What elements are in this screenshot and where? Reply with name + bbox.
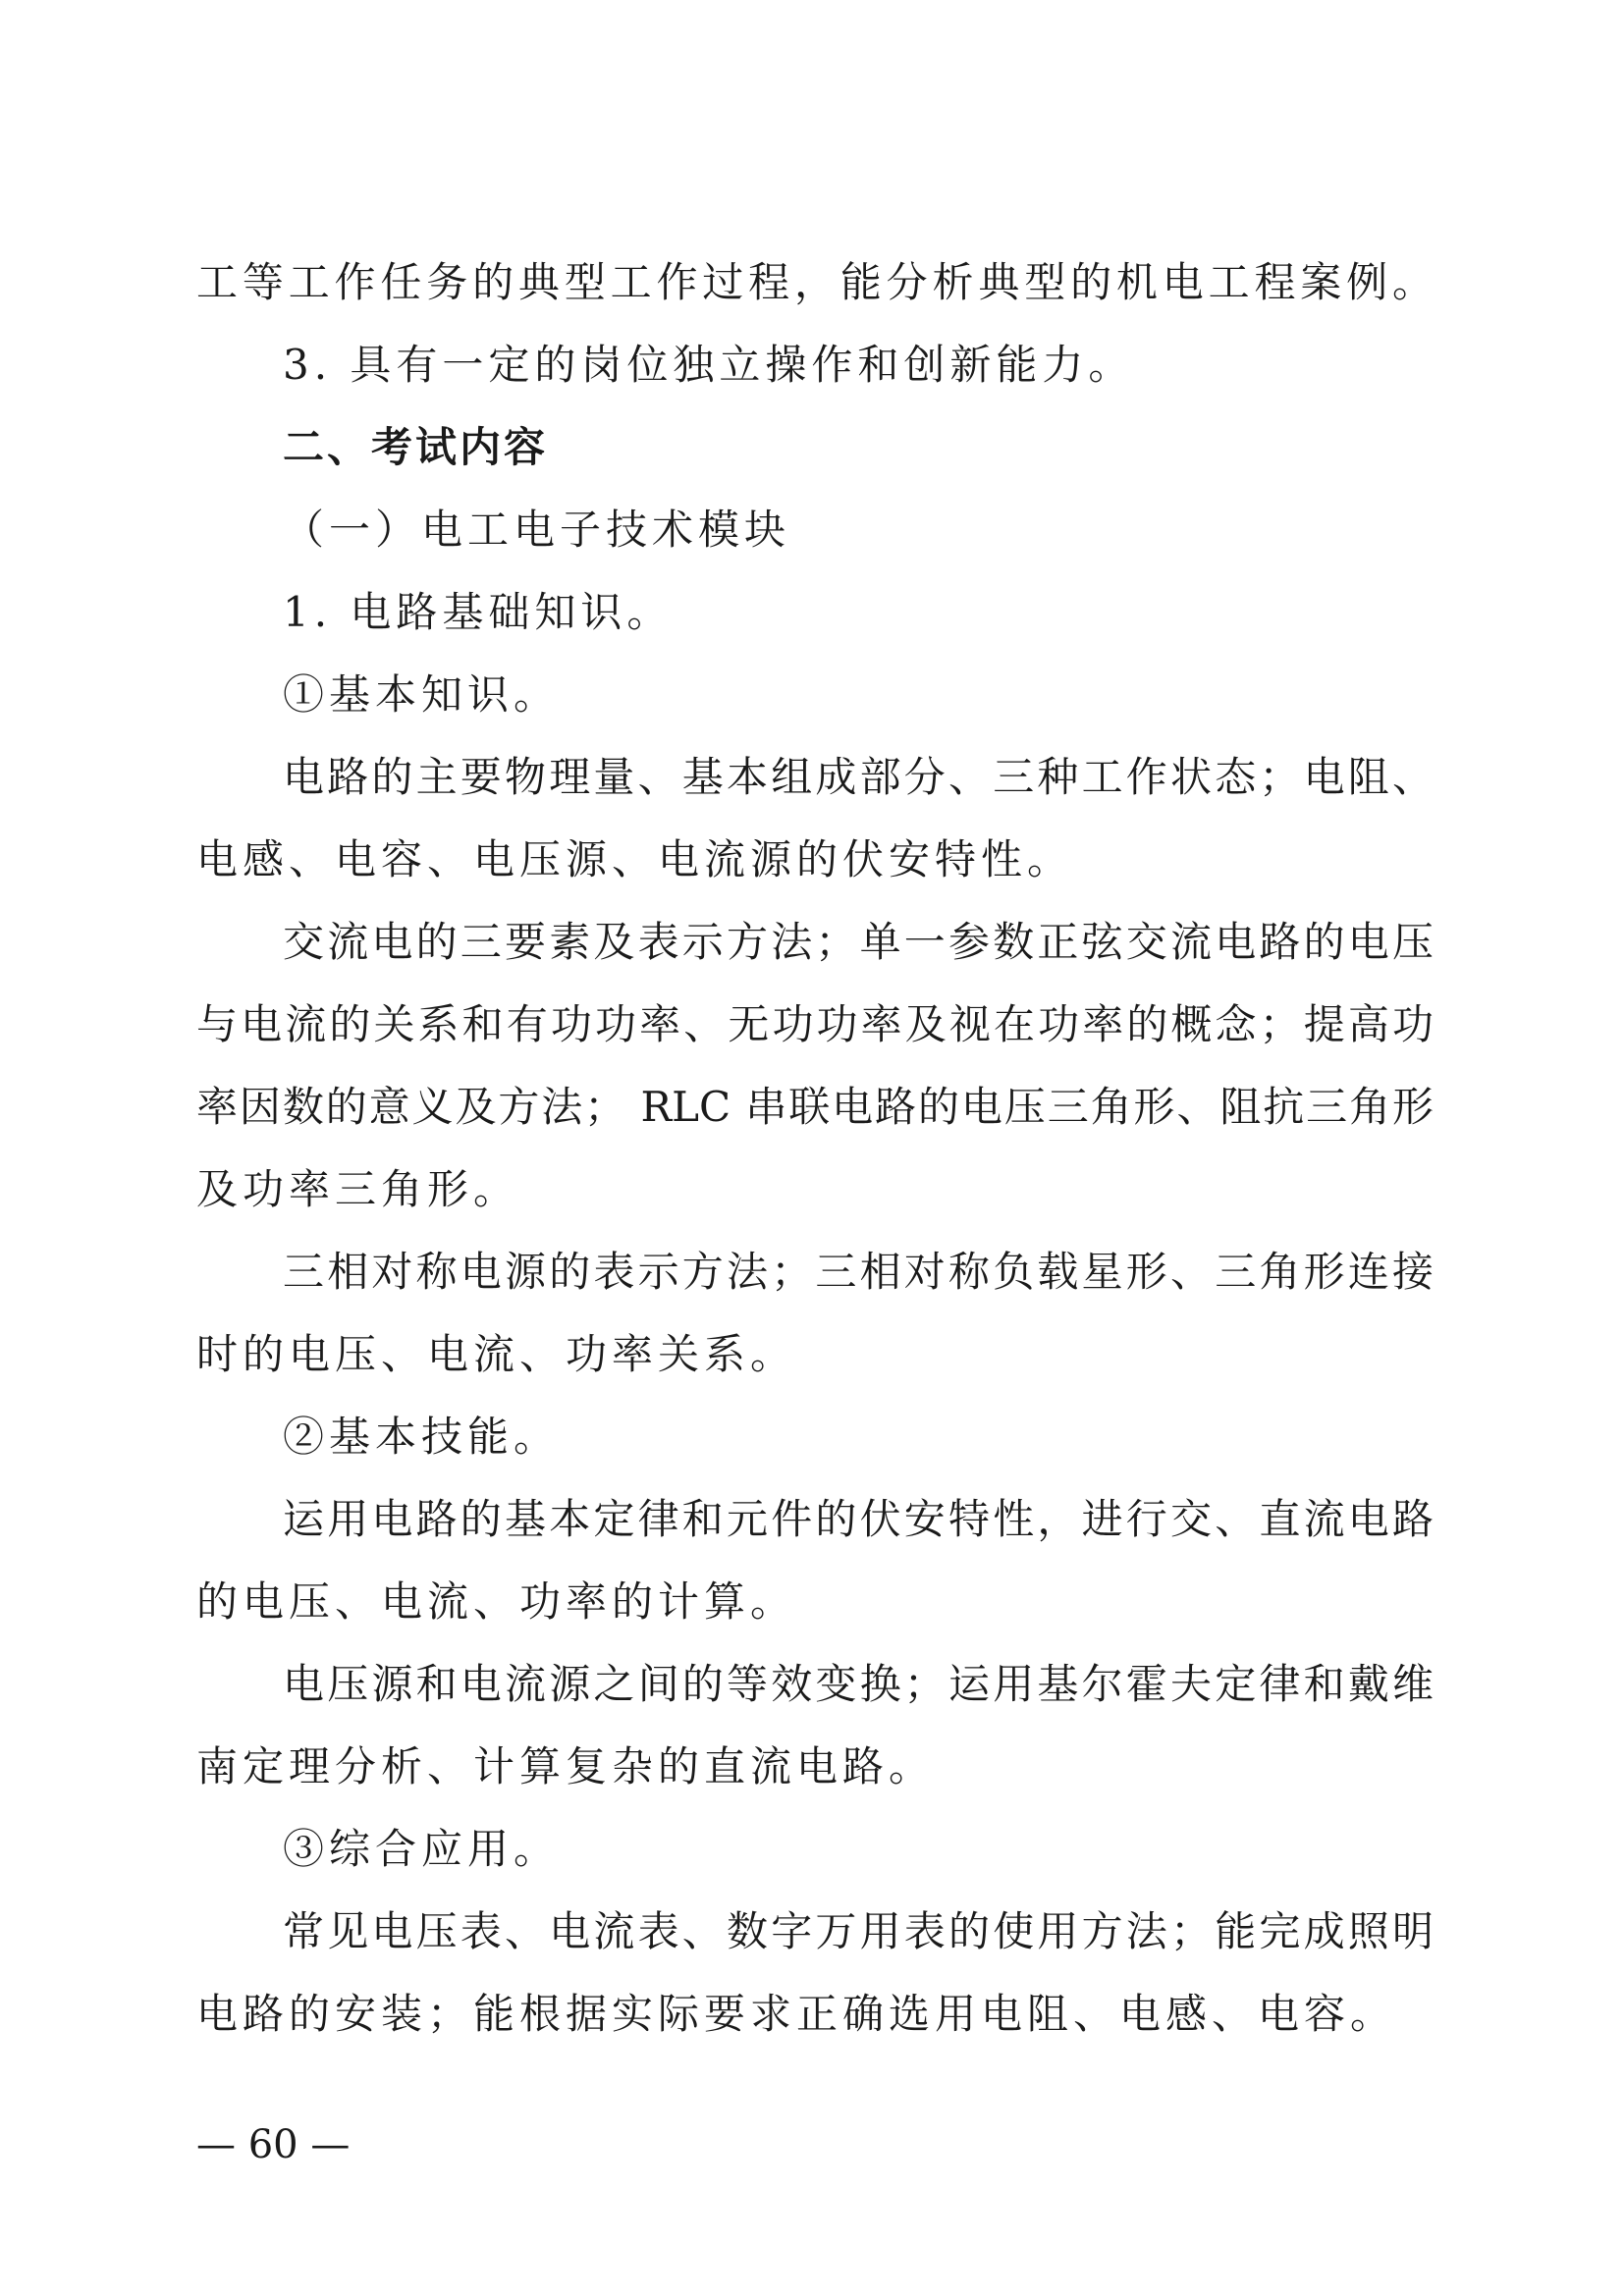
- text-line: 电感、电容、电压源、电流源的伏安特性。: [196, 835, 1074, 883]
- text-line: 1. 电路基础知识。: [283, 588, 674, 636]
- text-line: 及功率三角形。: [196, 1165, 520, 1213]
- text-line: 的电压、电流、功率的计算。: [196, 1577, 797, 1626]
- text-line: 电压源和电流源之间的等效变换；运用基尔霍夫定律和戴维: [283, 1660, 1434, 1708]
- text-line: 电路的安装；能根据实际要求正确选用电阻、电感、电容。: [196, 1990, 1397, 2038]
- section-heading: 二、考试内容: [283, 423, 549, 471]
- text-line: 电路的主要物理量、基本组成部分、三种工作状态；电阻、: [283, 753, 1434, 801]
- text-line: 常见电压表、电流表、数字万用表的使用方法；能完成照明: [283, 1907, 1434, 1955]
- text-line: 时的电压、电流、功率关系。: [196, 1330, 797, 1378]
- text-line: 运用电路的基本定律和元件的伏安特性，进行交、直流电路: [283, 1495, 1434, 1543]
- text-line: 3. 具有一定的岗位独立操作和创新能力。: [283, 341, 1135, 389]
- text-line: 与电流的关系和有功功率、无功功率及视在功率的概念；提高功: [196, 1000, 1434, 1048]
- text-line: ②基本技能。: [283, 1413, 561, 1461]
- text-line: ③综合应用。: [283, 1825, 561, 1873]
- text-line: 工等工作任务的典型工作过程，能分析典型的机电工程案例。: [196, 258, 1434, 306]
- subsection-heading: （一）电工电子技术模块: [283, 506, 791, 554]
- page-number: — 60 —: [196, 2122, 351, 2167]
- text-line: 率因数的意义及方法； RLC 串联电路的电压三角形、阻抗三角形: [196, 1083, 1434, 1131]
- text-line: 交流电的三要素及表示方法；单一参数正弦交流电路的电压: [283, 918, 1434, 966]
- text-line: ①基本知识。: [283, 670, 561, 719]
- text-line: 南定理分析、计算复杂的直流电路。: [196, 1742, 936, 1790]
- text-line: 三相对称电源的表示方法；三相对称负载星形、三角形连接: [283, 1248, 1434, 1296]
